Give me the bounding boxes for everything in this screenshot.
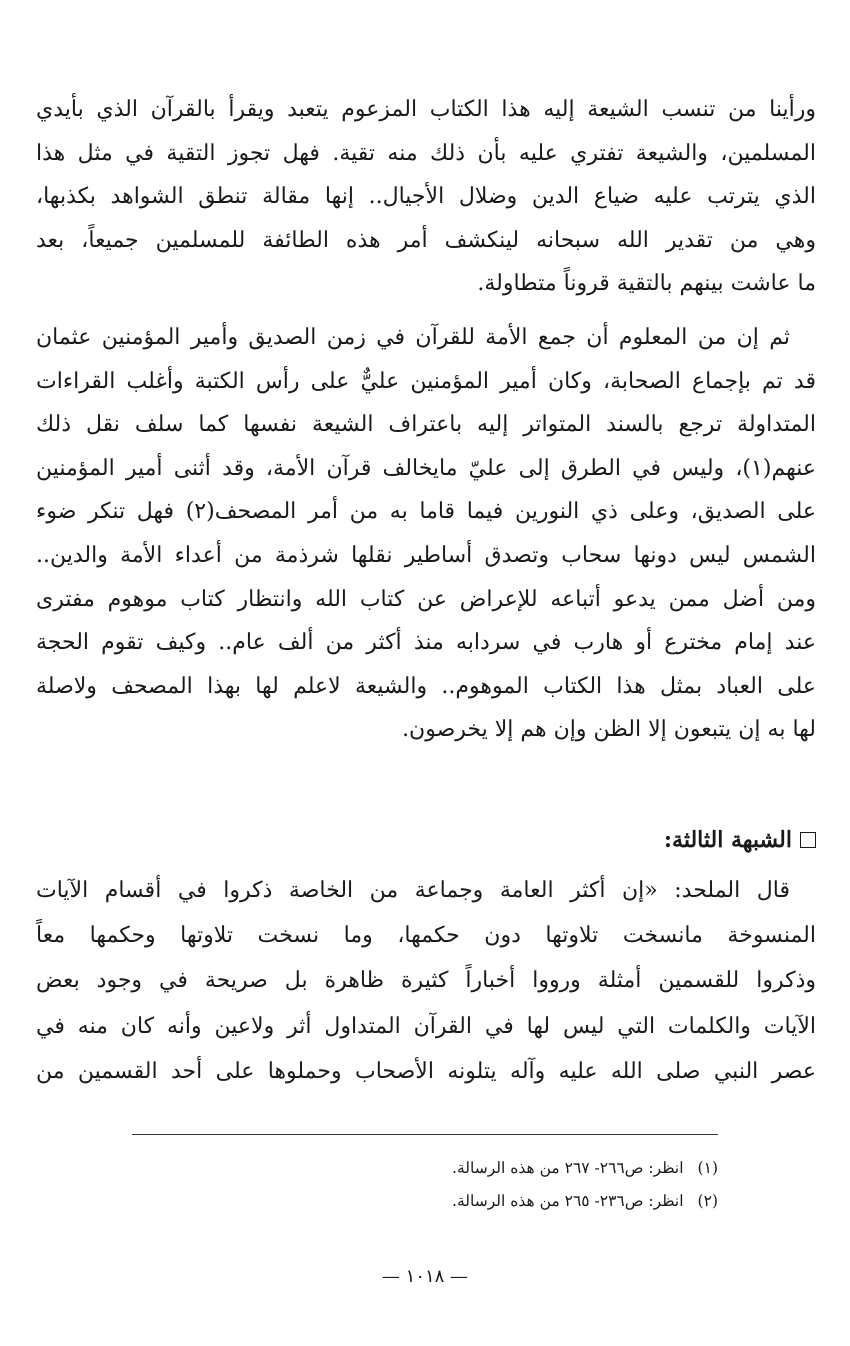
footnote	[118, 1185, 718, 1218]
text-line: الشمس ليس دونها سحاب وتصدق أساطير نقلها شرذمة من أعداء الأمة والدين..	[36, 542, 816, 568]
text-line: المتداولة ترجع بالسند المتواتر إليه باعتراف الشيعة نفسها كما سلف نقل ذلك	[36, 412, 816, 438]
text-line: ثم إن من المعلوم أن جمع الأمة للقرآن في زمن الصديق وأمير المؤمنين عثمان	[36, 324, 790, 350]
text-line: الآيات والكلمات التي ليس لها في القرآن المتداول أثر ولاعين وأنه كان منه في	[36, 1013, 816, 1039]
text-line: عنهم(١)، وليس في الطرق إلى عليّ مايخالف قرآن الأمة، وقد أثنى أمير المؤمنين	[36, 455, 816, 481]
text-line: ما عاشت بينهم بالتقية قروناً متطاولة.	[477, 271, 816, 297]
footnotes	[118, 1152, 718, 1218]
text-line: على الصديق، وعلى ذي النورين فيما قاما به من أمر المصحف(٢) فهل تنكر ضوء	[36, 499, 816, 525]
text-line: لها به إن يتبعون إلا الظن وإن هم إلا يخرصون.	[402, 717, 816, 743]
text-line: عصر النبي صلى الله عليه وآله يتلونه الأصحاب وحملوها على أحد القسمين من	[36, 1058, 816, 1084]
text-line: وذكروا للقسمين أمثلة ورووا أخباراً كثيرة ظاهرة بل صريحة في وجود بعض	[36, 968, 816, 994]
text-line: ورأينا من تنسب الشيعة إليه هذا الكتاب المزعوم يتعبد ويقرأ بالقرآن الذي بأيدي	[36, 97, 816, 122]
text-line: المسلمين، والشيعة تفتري عليه بأن ذلك منه تقية. فهل تجوز التقية في مثل هذا	[36, 140, 816, 166]
square-bullet-icon	[800, 832, 816, 848]
text-line: على العباد بمثل هذا الكتاب الموهوم.. والشيعة لاعلم لها بهذا المصحف ولاصلة	[36, 673, 816, 699]
footnote-text: انظر: ص٢٣٦- ٢٦٥ من هذه الرسالة.	[452, 1192, 684, 1210]
text-line: قال الملحد: «إن أكثر العامة وجماعة من الخاصة ذكروا في أقسام الآيات	[36, 878, 790, 903]
section-heading	[664, 820, 816, 860]
text-line: ومن أضل ممن يدعو أتباعه للإعراض عن كتاب الله وانتظار كتاب موهوم مفترى	[36, 586, 816, 612]
text-line: المنسوخة مانسخت تلاوتها دون حكمها، وما نسخت تلاوتها وحكمها معاً	[36, 923, 816, 949]
section-heading-text: الشبهة الثالثة:	[663, 827, 792, 853]
paragraph-1	[36, 88, 816, 306]
text-line: الذي يترتب عليه ضياع الدين وضلال الأجيال.. إنها مقالة تنطق الشواهد بكذبها،	[36, 184, 816, 210]
paragraph-2	[36, 316, 816, 752]
footnote	[118, 1152, 718, 1185]
text-line: قد تم بإجماع الصحابة، وكان أمير المؤمنين عليٌّ على رأس الكتبة وأغلب القراءات	[36, 368, 816, 394]
footnote-number: (٢)	[697, 1192, 718, 1210]
page-number: — ١٠١٨ —	[381, 1266, 469, 1287]
text-line: وهي من تقدير الله سبحانه لينكشف أمر هذه الطائفة للمسلمين جميعاً، بعد	[36, 227, 816, 253]
footnote-divider	[132, 1134, 718, 1135]
main-text	[36, 88, 816, 752]
text-line: عند إمام مخترع أو هارب في سردابه منذ أكثر من ألف عام.. وكيف تقوم الحجة	[36, 630, 816, 656]
footnote-text: انظر: ص٢٦٦- ٢٦٧ من هذه الرسالة.	[452, 1159, 684, 1177]
footnote-number: (١)	[697, 1159, 718, 1177]
paragraph-3	[36, 868, 816, 1094]
